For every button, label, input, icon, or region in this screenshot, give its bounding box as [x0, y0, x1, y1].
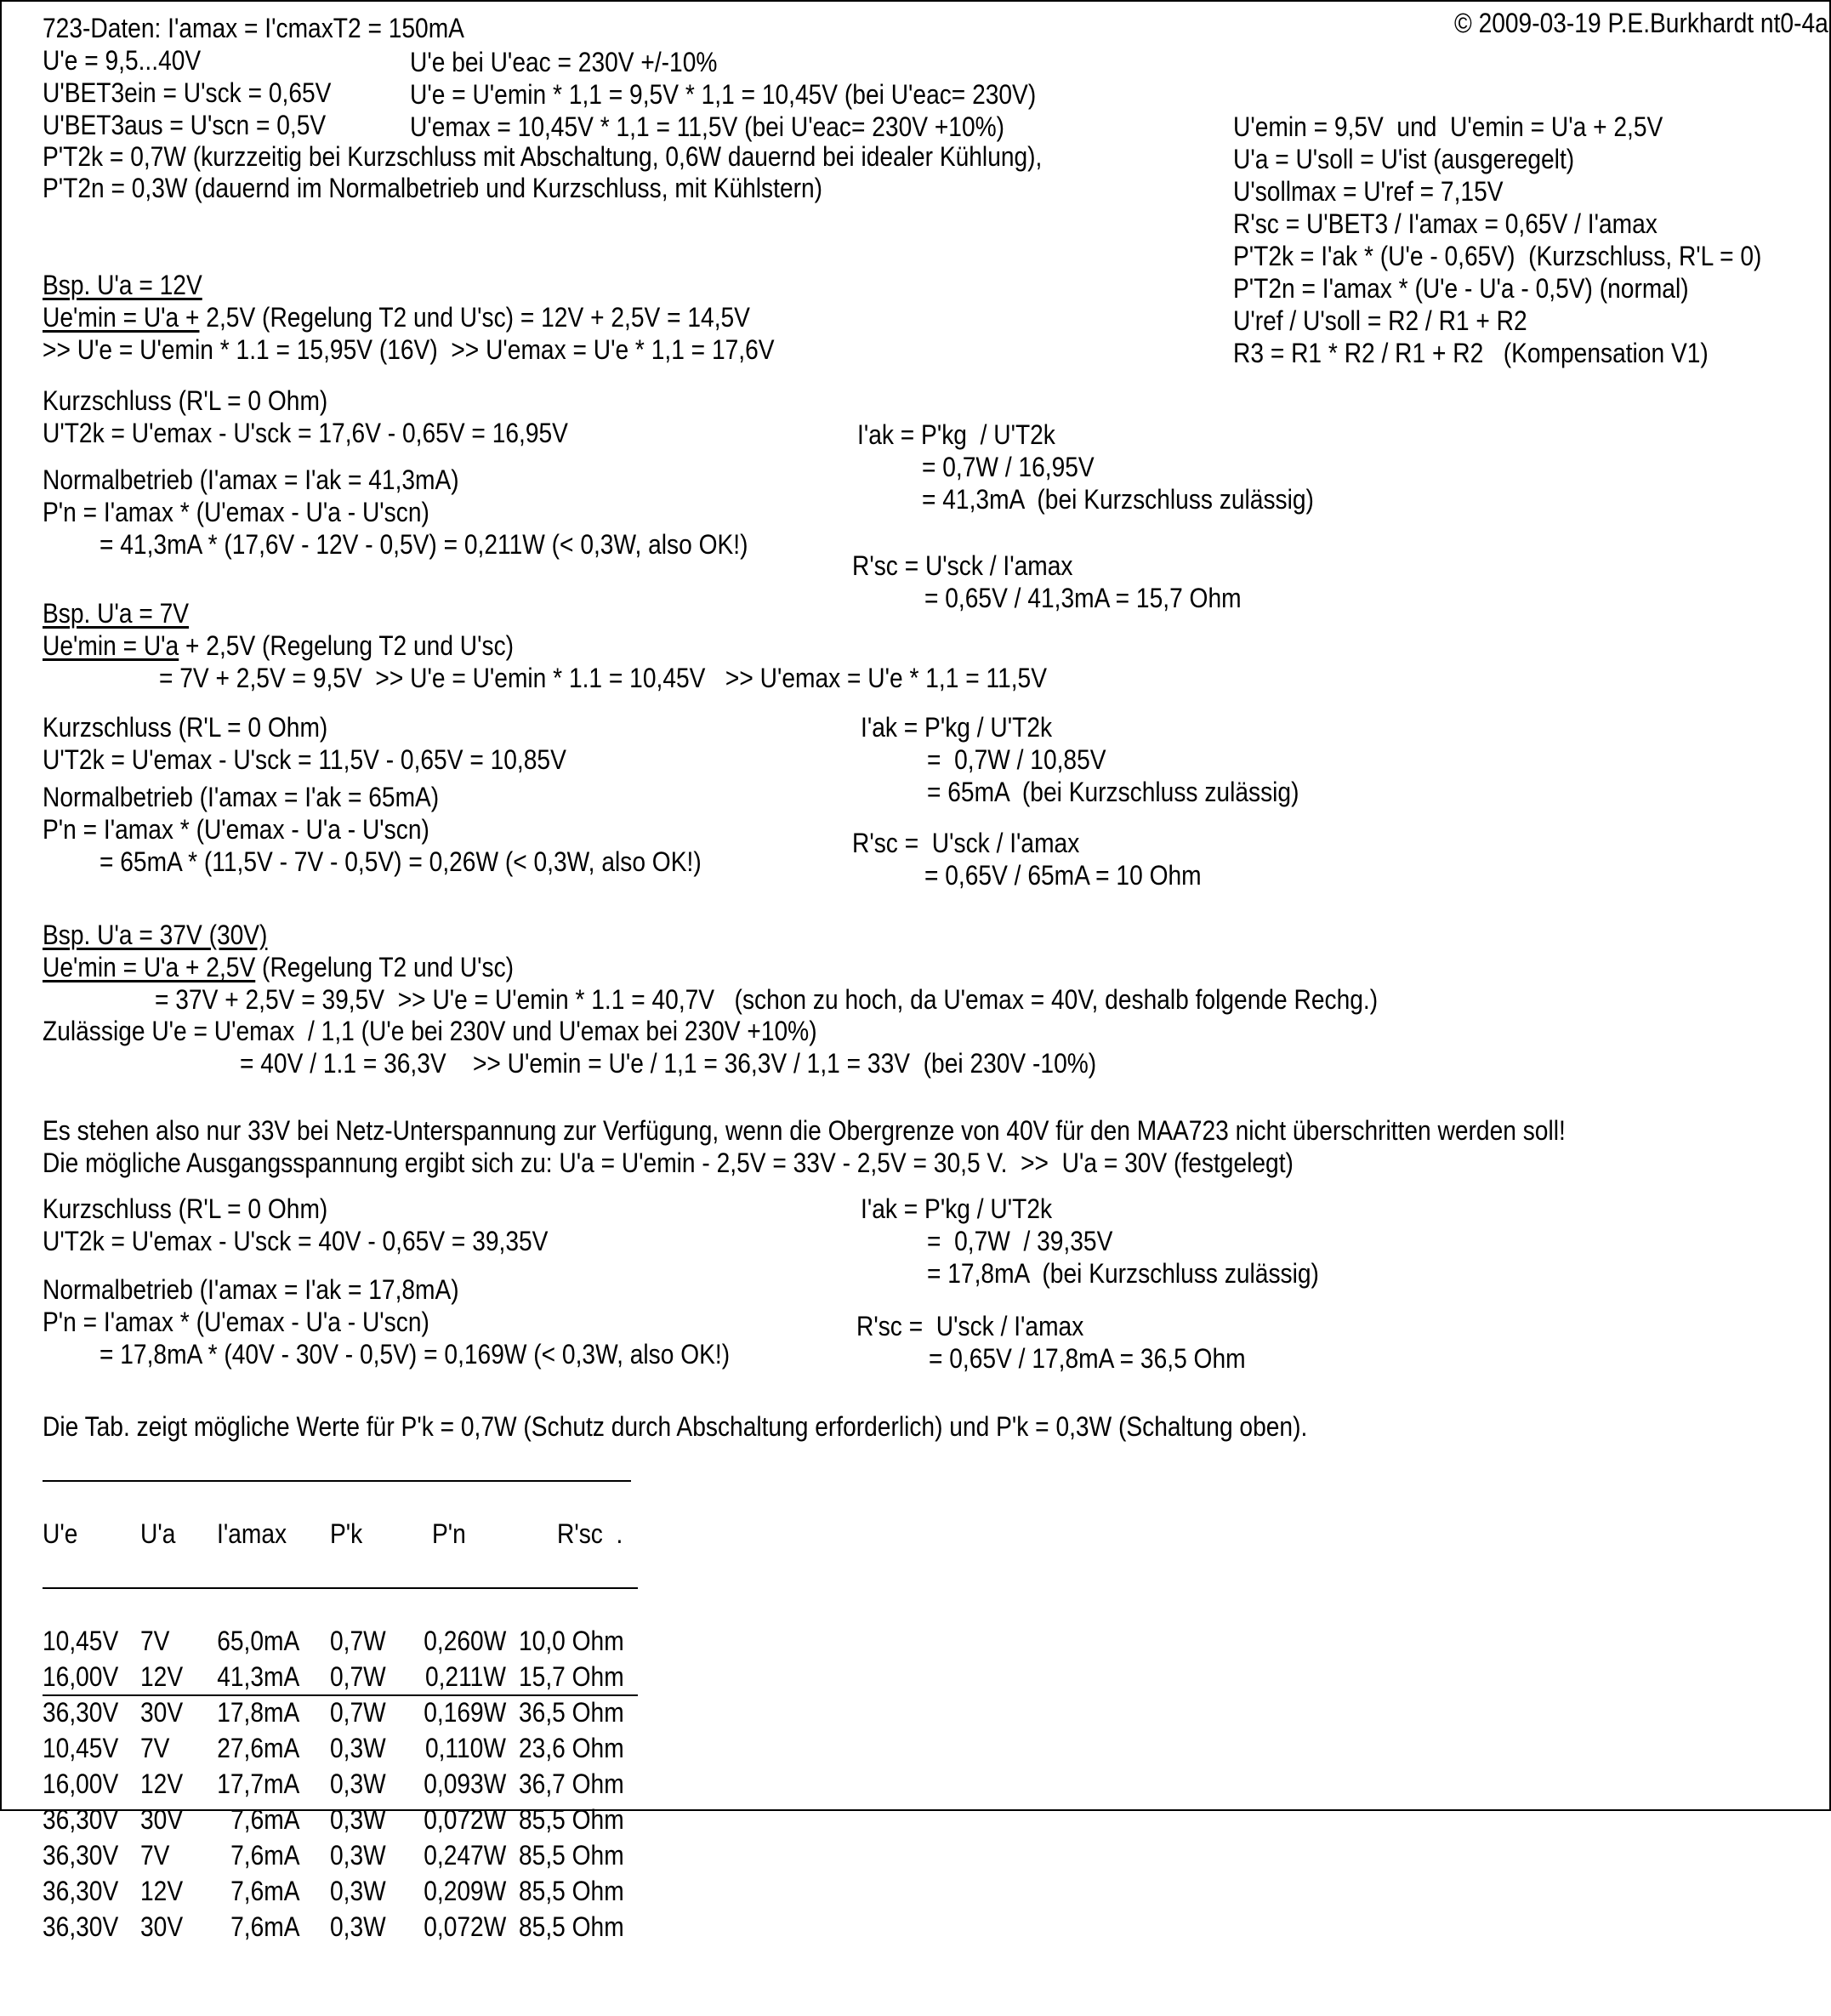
- table-cell: 0,3W: [330, 1768, 386, 1799]
- table-header-cell: R'sc .: [557, 1518, 623, 1549]
- example-7v-uemin: Ue'min = U'a + 2,5V (Regelung T2 und U'sc): [43, 630, 515, 661]
- table-rule: [43, 1694, 638, 1696]
- table-header-cell: P'k: [330, 1518, 363, 1549]
- table-cell: 10,45V: [43, 1626, 119, 1656]
- pn-formula: P'n = I'amax * (U'emax - U'a - U'scn): [43, 814, 429, 845]
- rsc-result: = 0,65V / 65mA = 10 Ohm: [924, 860, 1202, 891]
- table-row: [43, 1766, 638, 1802]
- table-row: [43, 1873, 638, 1909]
- iak-formula: I'ak = P'kg / U'T2k: [861, 1193, 1053, 1224]
- iak-formula: I'ak = P'kg / U'T2k: [861, 712, 1053, 743]
- copyright: © 2009-03-19 P.E.Burkhardt nt0-4a: [1454, 8, 1828, 38]
- rsc-formula: R'sc = U'sck / I'amax: [852, 550, 1073, 581]
- table-cell: 36,30V: [43, 1876, 119, 1906]
- rsc-formula: R'sc = U'sck / I'amax: [852, 828, 1080, 858]
- example-12v-heading: Bsp. U'a = 12V: [43, 270, 202, 300]
- allowed-ue-calc: = 40V / 1.1 = 36,3V >> U'emin = U'e / 1,1 = 36,3V / 1,1 = 33V (bei 230V -10%): [240, 1048, 1097, 1079]
- shortcircuit-title: Kurzschluss (R'L = 0 Ohm): [43, 712, 328, 743]
- iak-calc: = 0,7W / 16,95V: [922, 452, 1095, 482]
- example-37v-calc: = 37V + 2,5V = 39,5V >> U'e = U'emin * 1.1 = 40,7V (schon zu hoch, da U'emax = 40V, deshalb folgende Rechg.): [155, 984, 1379, 1015]
- table-cell: 7V: [140, 1733, 170, 1763]
- iak-formula: I'ak = P'kg / U'T2k: [857, 419, 1055, 450]
- table-cell: 36,30V: [43, 1911, 119, 1942]
- table-cell: 23,6 Ohm: [519, 1733, 624, 1763]
- shortcircuit-ut2k: U'T2k = U'emax - U'sck = 40V - 0,65V = 39,35V: [43, 1226, 549, 1256]
- table-cell: 0,3W: [330, 1804, 386, 1835]
- header-line: U'BET3ein = U'sck = 0,65V: [43, 77, 332, 108]
- example-37v-heading: Bsp. U'a = 37V (30V): [43, 920, 268, 950]
- iak-result: = 41,3mA (bei Kurzschluss zulässig): [922, 484, 1314, 515]
- table-cell: 0,7W: [330, 1697, 386, 1728]
- pn-value: = 65mA * (11,5V - 7V - 0,5V) = 0,26W (< 0,3W, also OK!): [100, 846, 702, 877]
- table-cell: 10,45V: [43, 1733, 119, 1763]
- header-line: P'T2n = 0,3W (dauernd im Normalbetrieb und Kurzschluss, mit Kühlstern): [43, 173, 823, 203]
- table-cell: 0,7W: [330, 1661, 386, 1692]
- table-header-cell: U'a: [140, 1518, 176, 1549]
- table-cell: 41,3mA: [216, 1661, 299, 1692]
- normal-title: Normalbetrieb (I'amax = I'ak = 41,3mA): [43, 464, 459, 495]
- header-line: 723-Daten: I'amax = I'cmaxT2 = 150mA: [43, 13, 464, 43]
- table-cell: 85,5 Ohm: [519, 1911, 624, 1942]
- table-cell: 0,247W: [423, 1840, 506, 1871]
- rsc-result: = 0,65V / 41,3mA = 15,7 Ohm: [924, 583, 1242, 613]
- table-cell: 12V: [140, 1768, 184, 1799]
- header-line: U'e = 9,5...40V: [43, 45, 202, 76]
- table-cell: 30V: [140, 1804, 184, 1835]
- iak-calc: = 0,7W / 10,85V: [927, 744, 1106, 775]
- table-cell: 36,30V: [43, 1840, 119, 1871]
- formula-line: R'sc = U'BET3 / I'amax = 0,65V / I'amax: [1233, 208, 1658, 239]
- normal-title: Normalbetrieb (I'amax = I'ak = 17,8mA): [43, 1274, 459, 1305]
- values-table: [43, 1444, 638, 2016]
- pn-value: = 17,8mA * (40V - 30V - 0,5V) = 0,169W (< 0,3W, also OK!): [100, 1339, 731, 1370]
- note-line: Es stehen also nur 33V bei Netz-Unterspannung zur Verfügung, wenn die Obergrenze von 40V für den MAA723 nicht überschritten werden soll!: [43, 1115, 1566, 1146]
- table-cell: 85,5 Ohm: [519, 1804, 624, 1835]
- table-cell: 36,5 Ohm: [519, 1697, 624, 1728]
- table-row: [43, 1694, 638, 1730]
- table-cell: 15,7 Ohm: [519, 1661, 624, 1692]
- table-cell: 17,7mA: [216, 1768, 299, 1799]
- table-header-cell: I'amax: [217, 1518, 287, 1549]
- allowed-ue: Zulässige U'e = U'emax / 1,1 (U'e bei 230V und U'emax bei 230V +10%): [43, 1016, 817, 1046]
- table-cell: 0,3W: [330, 1876, 386, 1906]
- formula-line: P'T2n = I'amax * (U'e - U'a - 0,5V) (normal): [1233, 273, 1689, 304]
- table-body: [43, 1623, 638, 1945]
- table-cell: 7V: [140, 1840, 170, 1871]
- rsc-formula: R'sc = U'sck / I'amax: [856, 1311, 1084, 1341]
- table-cell: 7V: [140, 1626, 170, 1656]
- table-cell: 16,00V: [43, 1768, 119, 1799]
- table-cell: 7,6mA: [230, 1911, 299, 1942]
- example-12v-ue: >> U'e = U'emin * 1.1 = 15,95V (16V) >> U'emax = U'e * 1,1 = 17,6V: [43, 334, 775, 365]
- example-7v-calc: = 7V + 2,5V = 9,5V >> U'e = U'emin * 1.1 = 10,45V >> U'emax = U'e * 1,1 = 11,5V: [159, 663, 1047, 693]
- formula-line: U'sollmax = U'ref = 7,15V: [1233, 176, 1504, 207]
- normal-title: Normalbetrieb (I'amax = I'ak = 65mA): [43, 782, 440, 812]
- table-cell: 27,6mA: [216, 1733, 299, 1763]
- table-cell: 0,209W: [423, 1876, 506, 1906]
- table-cell: 12V: [140, 1661, 184, 1692]
- formula-line: R3 = R1 * R2 / R1 + R2 (Kompensation V1): [1233, 338, 1709, 368]
- table-cell: 17,8mA: [216, 1697, 299, 1728]
- table-cell: 0,7W: [330, 1626, 386, 1656]
- shortcircuit-ut2k: U'T2k = U'emax - U'sck = 17,6V - 0,65V = 16,95V: [43, 418, 568, 448]
- table-header-cell: P'n: [432, 1518, 466, 1549]
- iak-result: = 17,8mA (bei Kurzschluss zulässig): [927, 1258, 1319, 1289]
- table-cell: 7,6mA: [230, 1804, 299, 1835]
- example-12v-uemin: Ue'min = U'a + 2,5V (Regelung T2 und U'sc) = 12V + 2,5V = 14,5V: [43, 302, 750, 333]
- table-cell: 36,7 Ohm: [519, 1768, 624, 1799]
- table-cell: 16,00V: [43, 1661, 119, 1692]
- example-7v-heading: Bsp. U'a = 7V: [43, 598, 190, 629]
- table-cell: 0,3W: [330, 1733, 386, 1763]
- table-cell: 0,169W: [423, 1697, 506, 1728]
- table-row: [43, 1909, 638, 1945]
- table-cell: 0,3W: [330, 1911, 386, 1942]
- table-cell: 36,30V: [43, 1697, 119, 1728]
- table-rule: [43, 1480, 631, 1482]
- pn-formula: P'n = I'amax * (U'emax - U'a - U'scn): [43, 1307, 429, 1337]
- note-line: Die mögliche Ausgangsspannung ergibt sich zu: U'a = U'emin - 2,5V = 33V - 2,5V = 30,5 V. >> U'a = 30V (festgelegt): [43, 1148, 1294, 1178]
- table-cell: 85,5 Ohm: [519, 1840, 624, 1871]
- shortcircuit-ut2k: U'T2k = U'emax - U'sck = 11,5V - 0,65V = 10,85V: [43, 744, 566, 775]
- shortcircuit-title: Kurzschluss (R'L = 0 Ohm): [43, 385, 328, 416]
- table-header-row: [43, 1516, 638, 1552]
- table-caption: Die Tab. zeigt mögliche Werte für P'k = 0,7W (Schutz durch Abschaltung erforderlich) und P'k = 0,3W (Schaltung oben).: [43, 1411, 1308, 1442]
- table-cell: 36,30V: [43, 1804, 119, 1835]
- formula-line: U'ref / U'soll = R2 / R1 + R2: [1233, 305, 1527, 336]
- header-middle-line: U'emax = 10,45V * 1,1 = 11,5V (bei U'eac= 230V +10%): [410, 111, 1005, 142]
- table-cell: 85,5 Ohm: [519, 1876, 624, 1906]
- table-cell: 30V: [140, 1697, 184, 1728]
- example-37v-uemin: Ue'min = U'a + 2,5V (Regelung T2 und U'sc): [43, 952, 515, 982]
- pn-value: = 41,3mA * (17,6V - 12V - 0,5V) = 0,211W (< 0,3W, also OK!): [100, 529, 748, 560]
- table-cell: 30V: [140, 1911, 184, 1942]
- shortcircuit-title: Kurzschluss (R'L = 0 Ohm): [43, 1193, 328, 1224]
- table-cell: 0,072W: [423, 1804, 506, 1835]
- header-middle-line: U'e bei U'eac = 230V +/-10%: [410, 47, 718, 77]
- formula-line: U'a = U'soll = U'ist (ausgeregelt): [1233, 144, 1575, 174]
- header-middle-line: U'e = U'emin * 1,1 = 9,5V * 1,1 = 10,45V (bei U'eac= 230V): [410, 79, 1037, 110]
- iak-result: = 65mA (bei Kurzschluss zulässig): [927, 777, 1299, 807]
- table-row: [43, 1623, 638, 1659]
- table-header-cell: U'e: [43, 1518, 78, 1549]
- table-row: [43, 1659, 638, 1694]
- table-cell: 7,6mA: [230, 1840, 299, 1871]
- header-line: U'BET3aus = U'scn = 0,5V: [43, 110, 327, 140]
- table-cell: 0,110W: [425, 1733, 506, 1763]
- table-cell: 7,6mA: [230, 1876, 299, 1906]
- table-cell: 0,260W: [423, 1626, 506, 1656]
- formula-line: U'emin = 9,5V und U'emin = U'a + 2,5V: [1233, 111, 1663, 142]
- rsc-result: = 0,65V / 17,8mA = 36,5 Ohm: [929, 1343, 1246, 1374]
- table-cell: 65,0mA: [216, 1626, 299, 1656]
- table-row: [43, 1802, 638, 1837]
- formula-line: P'T2k = I'ak * (U'e - 0,65V) (Kurzschluss, R'L = 0): [1233, 241, 1762, 271]
- table-cell: 0,3W: [330, 1840, 386, 1871]
- table-cell: 0,211W: [425, 1661, 506, 1692]
- table-row: [43, 1837, 638, 1873]
- table-row: [43, 1730, 638, 1766]
- table-cell: 12V: [140, 1876, 184, 1906]
- header-line: P'T2k = 0,7W (kurzzeitig bei Kurzschluss mit Abschaltung, 0,6W dauernd bei idealer Kühlung),: [43, 141, 1043, 172]
- table-rule: [43, 1587, 638, 1589]
- table-cell: 0,072W: [423, 1911, 506, 1942]
- table-cell: 10,0 Ohm: [519, 1626, 624, 1656]
- pn-formula: P'n = I'amax * (U'emax - U'a - U'scn): [43, 497, 429, 527]
- iak-calc: = 0,7W / 39,35V: [927, 1226, 1113, 1256]
- table-cell: 0,093W: [423, 1768, 506, 1799]
